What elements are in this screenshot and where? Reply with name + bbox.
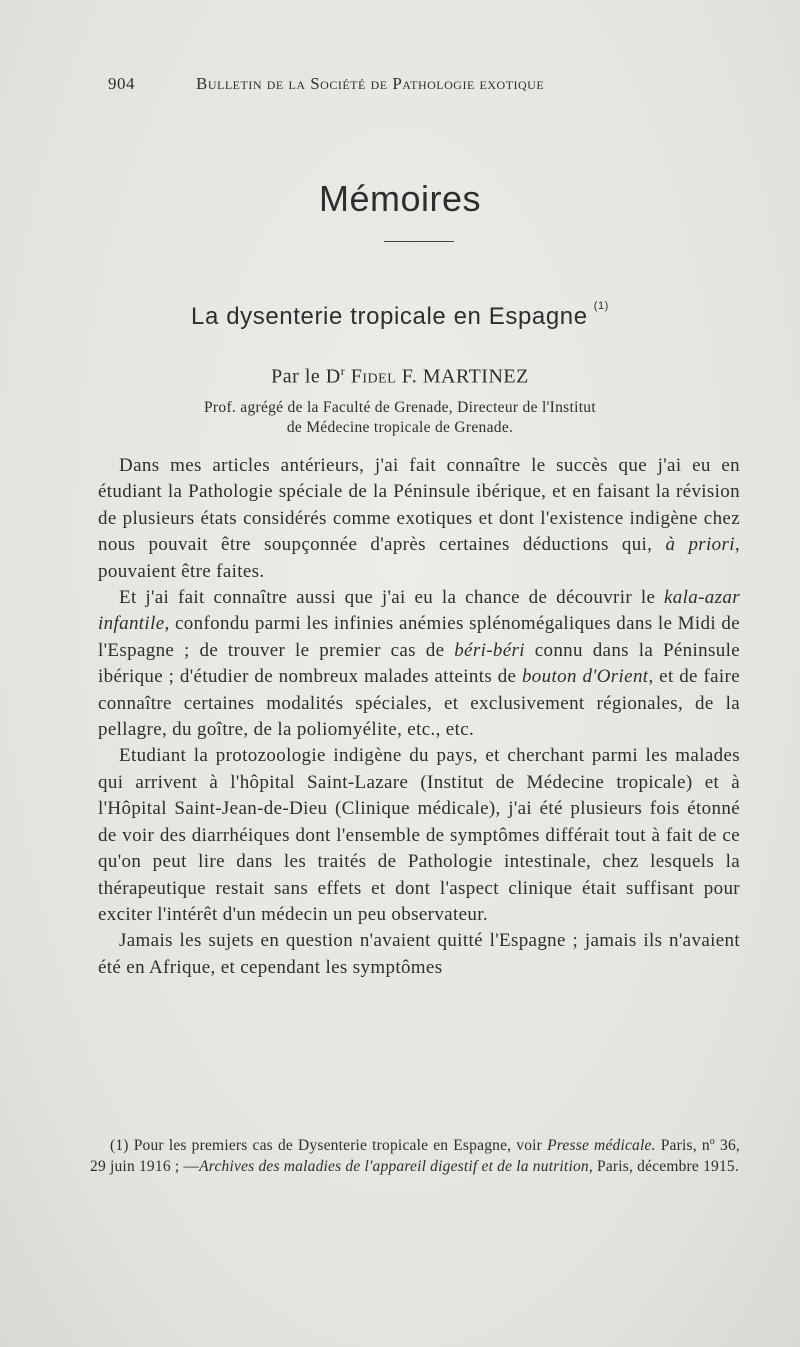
p2-text-c: connu dans la Péninsule ibérique ; d'étudier de nombreux malades atteints de [98, 639, 740, 688]
paragraph-2 [98, 585, 740, 743]
title-rule [384, 241, 454, 242]
body-text [98, 453, 740, 981]
byline-sup: r [340, 364, 346, 378]
p2-italic-2: béri-béri [454, 639, 525, 661]
article-title-text: La dysenterie tropicale en Espagne [191, 303, 588, 330]
footnote-text-c: 36, 29 juin 1916 ; — [90, 1137, 740, 1176]
p2-text-d: , et de faire connaître certaines modalités spéciales, et exclusivement régionales, de la pellagre, du goître, de la poliomyélite, etc., etc. [98, 666, 740, 741]
footnotes [90, 1131, 740, 1177]
footnote-italic-2: Archives des maladies de l'appareil digestif et de la nutrition, [199, 1158, 593, 1176]
affiliation-line-1: Prof. agrégé de la Faculté de Grenade, Directeur de l'Institut [204, 399, 596, 416]
author-first-name: Fidel [350, 365, 397, 388]
p2-text-b: , confondu parmi les infinies anémies splénomégaliques dans le Midi de l'Espagne ; de trouver le premier cas de [98, 613, 740, 661]
footnote-text-a: Pour les premiers cas de Dysenterie tropicale en Espagne, voir [128, 1137, 548, 1155]
byline-prefix: Par le D [271, 365, 341, 388]
footnote-sup: o [709, 1136, 715, 1147]
p2-italic-1: kala-azar infantile [98, 587, 740, 635]
affiliation-line-2: de Médecine tropicale de Grenade. [286, 419, 514, 436]
paragraph-4: Jamais les sujets en question n'avaient quitté l'Espagne ; jamais ils n'avaient été en Afrique, et cependant les symptômes [98, 930, 740, 978]
p1-text-b: , pouvaient être faites. [98, 534, 740, 582]
p2-italic-3: bouton d'Orient [521, 666, 649, 688]
running-title: Bulletin de la Société de Pathologie exotique [196, 74, 545, 93]
page-number: 904 [108, 74, 135, 93]
footnote-text-b: Paris, n [655, 1137, 710, 1155]
footnote-italic-1: Presse médicale. [547, 1137, 656, 1155]
p2-text-a: Et j'ai fait connaître aussi que j'ai eu la chance de découvrir le [119, 587, 665, 609]
footnote-marker: (1) [110, 1137, 129, 1155]
footnote-text-d: Paris, décembre 1915. [592, 1158, 739, 1176]
footnote-1 [90, 1131, 740, 1177]
affiliation [0, 398, 800, 438]
p1-italic: à priori [665, 534, 735, 556]
author-name: F. MARTINEZ [401, 365, 529, 388]
section-title: Mémoires [318, 178, 482, 219]
paragraph-3: Etudiant la protozoologie indigène du pays, et cherchant parmi les malades qui arrivent à l'hôpital Saint-Lazare (Institut de Médecine tropicale) et à l'Hôpital Saint-Jean-de-Dieu (Clinique médicale), j'ai été plusieurs fois étonné de voir des diarrhéiques dont l'ensemble de symptômes différait tout à fait de ce qu'on peut lire dans les traités de Pathologie intestinale, chez lesquels la thérapeutique restait sans effets et dont l'aspect clinique était suffisant pour exciter l'intérêt d'un médecin un peu observateur. [98, 745, 740, 925]
title-footnote-marker: (1) [593, 300, 609, 312]
paragraph-1 [98, 453, 740, 585]
article-title [0, 300, 800, 331]
p1-text-a: Dans mes articles antérieurs, j'ai fait connaître le succès que j'ai eu en étudiant la Pathologie spéciale de la Péninsule ibérique, et en faisant la révision de plusieurs états considérés comme exotiques et dont l'existence indigène chez nous pouvait être soupçonnée d'après certaines déductions qui, [98, 455, 740, 556]
byline [0, 364, 800, 389]
